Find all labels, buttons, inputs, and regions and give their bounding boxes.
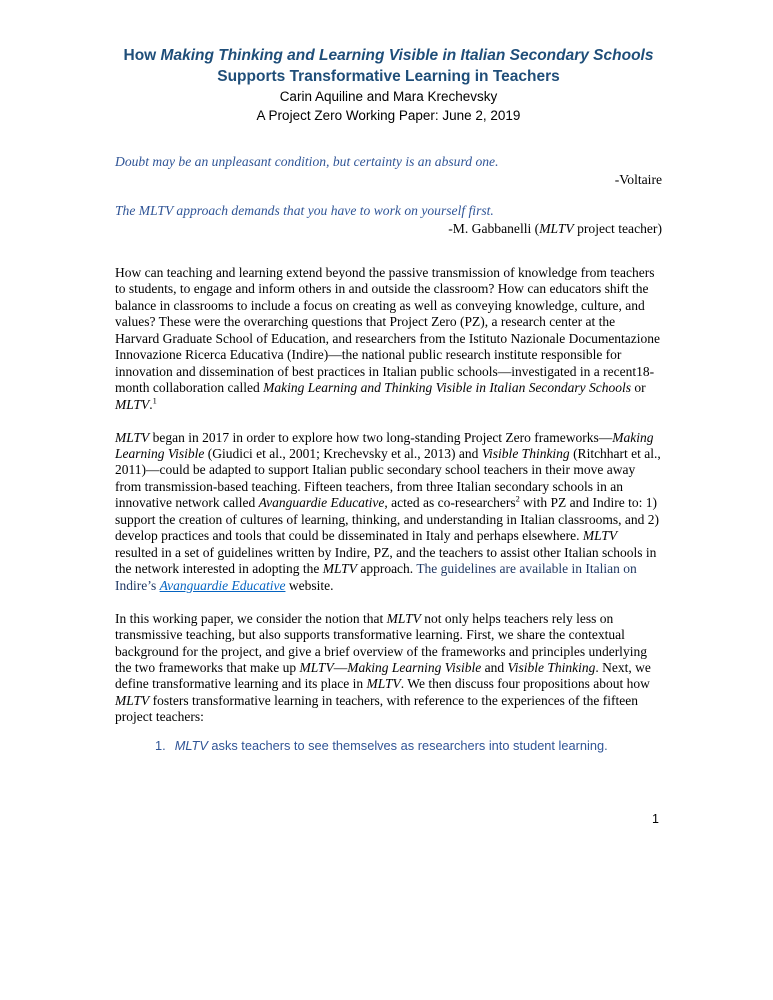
text-segment: or bbox=[631, 380, 646, 396]
text-segment: , acted as co-researchers bbox=[384, 495, 516, 511]
text-segment: -Voltaire bbox=[614, 171, 662, 187]
text-segment: MLTV bbox=[115, 429, 150, 445]
text-segment: website. bbox=[285, 577, 334, 593]
quote-gabbanelli-attribution bbox=[115, 220, 662, 238]
text-segment: resulted in a set of guidelines written by Indire, PZ, and the teachers to assist other Italian schools in the network interested in adopting the bbox=[115, 544, 657, 577]
avanguardie-educative-link[interactable]: Avanguardie Educative bbox=[159, 577, 286, 593]
text-segment: Making Learning Visible bbox=[115, 429, 654, 462]
list-item-text bbox=[175, 738, 608, 753]
text-segment: Making Thinking and Learning Visible in Italian Secondary Schools bbox=[160, 47, 654, 64]
list-item-proposition-1 bbox=[155, 738, 662, 754]
text-segment: . Next, we define transformative learning and its place in bbox=[115, 659, 651, 692]
paragraph-1 bbox=[115, 265, 662, 413]
text-segment: MLTV bbox=[366, 676, 401, 692]
text-segment: approach. bbox=[356, 561, 417, 577]
list-item-number: 1. bbox=[155, 738, 166, 754]
text-segment: The guidelines are available in Italian on Indire’s bbox=[115, 561, 637, 593]
quote-gabbanelli: The MLTV approach demands that you have to work on yourself first. bbox=[115, 203, 494, 218]
text-segment: MLTV bbox=[322, 561, 357, 577]
quote-voltaire: Doubt may be an unpleasant condition, but certainty is an absurd one. bbox=[115, 154, 499, 169]
text-segment: How can teaching and learning extend beyond the passive transmission of knowledge from teachers to students, to engage and inform others in and outside the classroom? How can educators shift the balance in classrooms to include a focus on creating as well as conveying knowledge, culture, and values? These were the overarching questions that Project Zero (PZ), a research center at the Harvard Graduate School of Education, and researchers from the Istituto Nazionale Documentazione Innovazione Ricerca Educativa (Indire)—the national public research institute responsible for innovation and dissemination of best practices in Italian public schools—investigated in a recent18-month collaboration called bbox=[115, 265, 661, 396]
paper-title-line-1 bbox=[115, 46, 662, 67]
paper-subtitle: A Project Zero Working Paper: June 2, 2019 bbox=[256, 108, 521, 123]
text-segment: Visible Thinking bbox=[481, 446, 570, 462]
text-segment: MLTV bbox=[174, 738, 208, 754]
text-segment: Making Learning Visible bbox=[347, 659, 482, 675]
text-segment: began in 2017 in order to explore how two long-standing Project Zero frameworks— bbox=[149, 429, 613, 445]
text-segment: project teacher) bbox=[573, 220, 662, 236]
text-segment: with PZ and Indire to: 1) support the creation of cultures of learning, thinking, and understanding in Italian classrooms, and 2) develop practices and tools that could be disseminated in Italy and perhaps elsewhere. bbox=[115, 495, 659, 544]
text-segment: MLTV bbox=[582, 528, 618, 544]
paragraph-2 bbox=[115, 430, 662, 595]
body-text bbox=[115, 265, 662, 754]
epigraph-section bbox=[115, 153, 662, 251]
text-segment: asks teachers to see themselves as researchers into student learning. bbox=[207, 738, 608, 754]
quote-voltaire-attribution bbox=[115, 171, 662, 189]
text-segment: Making Learning and Thinking Visible in Italian Secondary Schools bbox=[263, 380, 632, 396]
text-segment: (Ritchhart et al., 2011)—could be adapted to support Italian public secondary school teachers in their move away from transmission-based teaching. Fifteen teachers, from three Italian secondary schools in an innovative network called bbox=[115, 446, 661, 511]
text-segment: (Giudici et al., 2001; Krechevsky et al., 2013) and bbox=[204, 446, 482, 462]
text-segment: 1 bbox=[152, 396, 157, 406]
text-segment: MLTV bbox=[299, 659, 334, 675]
text-segment: How bbox=[123, 47, 161, 64]
text-segment: Avanguardie Educative bbox=[258, 495, 385, 511]
text-segment: — bbox=[333, 659, 348, 675]
text-segment: not only helps teachers rely less on transmissive teaching, but also supports transformative learning. First, we share the contextual background for the project, and give a brief overview of the frameworks and principles underlying the two frameworks that make up bbox=[115, 610, 647, 675]
text-segment: Visible Thinking bbox=[507, 659, 596, 675]
propositions-list bbox=[155, 738, 662, 754]
page-number: 1 bbox=[652, 812, 659, 826]
text-segment: In this working paper, we consider the notion that bbox=[115, 610, 387, 626]
paper-header bbox=[115, 46, 662, 125]
text-segment: MLTV bbox=[115, 692, 150, 708]
text-segment: MLTV bbox=[386, 610, 421, 626]
authors: Carin Aquiline and Mara Krechevsky bbox=[279, 89, 498, 104]
text-segment: MLTV bbox=[539, 220, 574, 236]
text-segment: -M. Gabbanelli ( bbox=[448, 220, 540, 236]
text-segment: . We then discuss four propositions about how bbox=[400, 676, 650, 692]
text-segment: MLTV bbox=[115, 396, 150, 412]
paragraph-3 bbox=[115, 611, 662, 726]
paper-title-line-2: Supports Transformative Learning in Teachers bbox=[217, 67, 560, 85]
text-segment: and bbox=[481, 659, 508, 675]
text-segment: fosters transformative learning in teachers, with reference to the experiences of the fifteen project teachers: bbox=[115, 692, 639, 725]
text-segment: 2 bbox=[515, 494, 520, 504]
text-segment: . bbox=[149, 396, 153, 412]
